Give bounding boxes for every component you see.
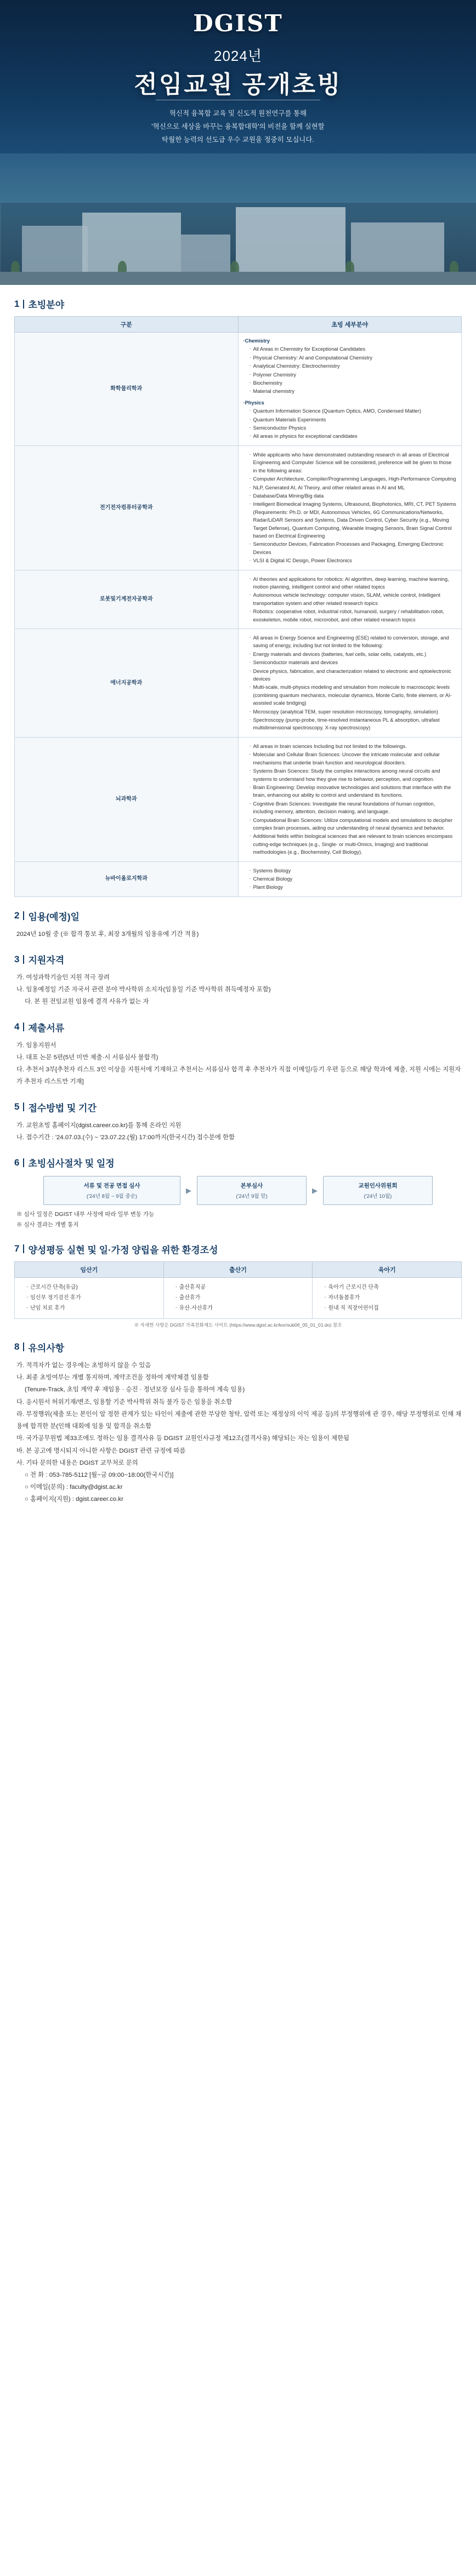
section-heading (14, 1156, 462, 1169)
field-item: · Quantum Information Science (Quantum Optics, AMO, Condensed Matter) (250, 407, 457, 415)
heading-bar-icon (23, 1103, 24, 1111)
field-item: · Plant Biology (250, 883, 457, 891)
heading-bar-icon (23, 1343, 24, 1351)
section-number: 1 (14, 298, 20, 309)
field-group-title: ·Physics (243, 399, 264, 405)
field-list (243, 451, 457, 565)
hero-subtitle-line: 탁월한 능력의 선도급 우수 교원을 정중히 모십니다. (162, 135, 314, 144)
field-item: · Cognitive Brain Sciences: Investigate the neural foundations of human cognition, including memory, attention, decision making, and language. (250, 800, 457, 816)
field-item: · Robotics: cooperative robot, industrial robot, humanoid, surgery / rehabilitation robot, exoskeleton, mobile robot, microrobot, and other related research topics (250, 608, 457, 624)
appointment-line: 2024년 10월 중 (※ 합격 통보 후, 최장 3개월의 임용유예 기간 적용) (16, 930, 199, 938)
section-title: 임용(예정)일 (28, 911, 80, 922)
section-heading (14, 1020, 462, 1034)
row-detail (238, 445, 462, 570)
heading-bar-icon (23, 1158, 24, 1167)
section-title: 제출서류 (28, 1023, 65, 1033)
notice-body (14, 1360, 462, 1506)
section-number: 7 (14, 1243, 20, 1254)
notice-line: 가. 적격자가 없는 경우에는 초빙하지 않을 수 있음 (16, 1362, 151, 1369)
heading-bar-icon (23, 911, 24, 920)
col-pregnancy: 임산기 (15, 1261, 164, 1277)
field-item: · Material chemistry (250, 387, 457, 395)
row-category: 로봇및기계전자공학과 (15, 570, 239, 629)
section-documents (0, 1020, 476, 1088)
hero-banner (0, 0, 476, 285)
notice-line: 바. 본 공고에 명시되지 아니한 사항은 DGIST 관련 규정에 따름 (16, 1447, 186, 1454)
section-submission (0, 1100, 476, 1144)
process-step-2 (197, 1176, 307, 1205)
heading-bar-icon (23, 1244, 24, 1253)
hero-subtitle-line: '혁신으로 세상을 바꾸는 융복합대학'의 비전을 함께 실현할 (151, 122, 325, 130)
field-list (243, 742, 457, 856)
row-category: 화학물리학과 (15, 333, 239, 446)
row-category: 전기전자컴퓨터공학과 (15, 445, 239, 570)
field-item: · Analytical Chemistry: Electrochemistry (250, 362, 457, 370)
building-shape (236, 207, 345, 273)
process-step-title: 본부심사 (240, 1183, 263, 1190)
qualification-line: 나. 임용예정일 기준 자국서 관련 분야 박사학위 소지자(임용일 기준 박사학위 취득예정자 포함) (16, 986, 271, 993)
field-group (243, 337, 457, 396)
field-item: · Computer Architecture, Compiler/Programming Languages, High-Performance Computing (250, 475, 457, 483)
appointment-body (14, 928, 462, 940)
section-heading (14, 1100, 462, 1114)
row-detail (238, 861, 462, 896)
welfare-item: · 육아기 근로시간 단축 (324, 1283, 456, 1293)
welfare-source-note: ※ 자세한 사항은 DGIST 가족친화제도 사이트 (https://www.dgist.ac.kr/kor/sub06_05_01_01.do) 참조 (134, 1322, 342, 1328)
footer-spacer (0, 1506, 476, 1520)
field-item: · Semiconductor materials and devices (250, 659, 457, 666)
arrow-right-icon: ▶ (186, 1186, 191, 1195)
field-item: · All Areas in Chemistry for Exceptional Candidates (250, 345, 457, 353)
field-item: · Additional fields within biological sciences that are relevant to brain sciences encompass cutting-edge techniques (e.g., Single- or multi-Omics, Imaging) and traditional methodologies (e.g., Biochemistry, Cell Biology). (250, 832, 457, 856)
row-category: 뇌과학과 (15, 737, 239, 861)
section-heading (14, 952, 462, 966)
section-number: 8 (14, 1341, 20, 1352)
field-list (243, 345, 457, 395)
field-item: · Computational Brain Sciences: Utilize computational models and simulations to decipher complex brain processes, aiding our understanding of neural dynamics and behavior. (250, 816, 457, 832)
table-row (15, 445, 462, 570)
welfare-table (14, 1261, 462, 1319)
section-heading (14, 1340, 462, 1354)
notice-line: 나. 최종 초빙여부는 개별 통지하며, 계약조건을 정하여 계약체결 임용함 (16, 1374, 209, 1381)
hero-year: 2024년 (214, 48, 262, 64)
field-item: · Brain Engineering: Develop innovative technologies and solutions that interface with the brain, enhancing our ability to control and understand its functions. (250, 784, 457, 799)
section-number: 4 (14, 1021, 20, 1032)
process-note: ※ 심사 일정은 DGIST 내부 사정에 따라 일부 변동 가능 (16, 1211, 155, 1218)
process-note: ※ 심사 결과는 개별 통지 (16, 1221, 79, 1229)
qualification-body (14, 972, 462, 1008)
welfare-list (318, 1283, 456, 1313)
hero-title: 전임교원 공개초빙 (134, 71, 342, 98)
cell-childcare (313, 1277, 462, 1318)
fields-table (14, 316, 462, 897)
section-heading (14, 909, 462, 923)
field-item: · Systems Brain Sciences: Study the complex interactions among neural circuits and systems to understand how they give rise to behavior, perception, and cognition. (250, 767, 457, 783)
hero-subtitle (0, 107, 476, 146)
section-welfare (0, 1242, 476, 1328)
documents-line: 나. 대표 논문 5편(5년 미만 제출·시 서류심사 불합격) (16, 1054, 158, 1061)
notice-line: (Tenure-Track, 초임 계약 후 재임용 · 승진 · 정년보장 심사 등을 통하여 계속 임용) (25, 1386, 245, 1393)
notice-contact-website[interactable]: ○ 홈페이지(지원) : dgist.career.co.kr (25, 1496, 123, 1503)
welfare-item: · 난임 치료 휴가 (26, 1304, 158, 1313)
cell-birth (163, 1277, 313, 1318)
section-title: 접수방법 및 기간 (28, 1103, 97, 1113)
field-item: · All areas in physics for exceptional candidates (250, 432, 457, 440)
field-item: · All areas in Energy Science and Engineering (ESE) related to conversion, storage, and saving of energy, including but not limited to the following: (250, 634, 457, 650)
documents-line: 다. 추천서 3부[추천자 리스트 3인 이상을 지원서에 기재하고 추천서는 서류심사 합격 후 추천자가 직접 이메일/등기 우편 등으로 해당 학과에 제출, 지원 시에는 지원자가 추천자 리스트만 기재] (16, 1066, 461, 1086)
field-item: · Database/Data Mining/Big data (250, 492, 457, 500)
qualification-line: 가. 여성과학기술인 지원 적극 장려 (16, 974, 110, 981)
section-heading (14, 297, 462, 311)
dgist-logo: DGIST (193, 10, 283, 37)
field-item: · Physical Chemistry: AI and Computational Chemistry (250, 354, 457, 362)
field-list (243, 867, 457, 892)
table-row (15, 737, 462, 861)
welfare-item: · 유산·사산휴가 (175, 1304, 307, 1313)
welfare-item: · 임신부 정기검진 휴가 (26, 1293, 158, 1303)
notice-contact-email[interactable]: ○ 이메일(문의) : faculty@dgist.ac.kr (25, 1484, 123, 1491)
field-item: · Device physics, fabrication, and characterization related to electronic and optoelectronic devices (250, 667, 457, 683)
section-number: 5 (14, 1101, 20, 1112)
section-title: 양성평등 실현 및 일·가정 양립을 위한 환경조성 (28, 1244, 218, 1255)
notice-line: 사. 기타 문의한 내용은 DGIST 교무처로 문의 (16, 1459, 138, 1466)
field-list (243, 575, 457, 624)
table-header-row (15, 1261, 462, 1277)
welfare-item: · 자녀돌봄휴가 (324, 1293, 456, 1303)
field-item: · Polymer Chemistry (250, 371, 457, 379)
field-list (243, 407, 457, 441)
process-notes (14, 1209, 462, 1230)
col-detail: 초빙 세부분야 (238, 317, 462, 333)
welfare-item: · 출산휴직공 (175, 1283, 307, 1293)
welfare-item: · 출산휴가 (175, 1293, 307, 1303)
process-step-3 (323, 1176, 433, 1205)
row-detail (238, 333, 462, 446)
building-shape (22, 226, 88, 273)
section-number: 2 (14, 910, 20, 921)
table-row (15, 570, 462, 629)
heading-bar-icon (23, 955, 24, 964)
field-item: · All areas in brain sciences Including but not limited to the followings. (250, 742, 457, 750)
field-item: · Intelligent Biomedical Imaging Systems, Ultrasound, Biophotonics, MRI, CT, PET Systems (Requirements: Ph.D. or MDI, Autonomous Vehicles, 6G Communications/Networks, Radar/LiDAR Sensors and Systems, Data Driven Control, Cyber Security (e.g., Moving Target Defense), Quantum Computing, Wearable Imaging Sensors, Brain Signal Control based on Electrical Engineering (250, 500, 457, 540)
section-number: 3 (14, 953, 20, 964)
documents-line: 가. 임용지원서 (16, 1042, 56, 1049)
row-detail (238, 570, 462, 629)
arrow-right-icon: ▶ (312, 1186, 318, 1195)
welfare-item: · 근로시간 단축(유급) (26, 1283, 158, 1293)
table-row (15, 861, 462, 896)
table-row (15, 333, 462, 446)
welfare-list (20, 1283, 158, 1313)
notice-line: 다. 응시원서 허위기재/변조, 임용할 기준 박사학위 취득 불가 등은 임용을 취소함 (16, 1398, 233, 1406)
field-item: · VLSI & Digital IC Design, Power Electronics (250, 557, 457, 564)
road-shape (0, 272, 476, 285)
building-shape (351, 222, 444, 273)
table-row (15, 629, 462, 738)
section-fields (0, 297, 476, 897)
table-header-row (15, 317, 462, 333)
field-group-title: ·Chemistry (243, 338, 270, 344)
notice-contact: ○ 전 화 : 053-785-5112 [월~금 09:00~18:00(한국시간)] (25, 1472, 174, 1479)
building-shape (181, 235, 230, 273)
field-item: · Microscopy (analytical TEM, super resolution microscopy, tomography, simulation) (250, 708, 457, 716)
row-category: 뉴바이올로지학과 (15, 861, 239, 896)
field-item: · Biochemistry (250, 379, 457, 387)
field-item: · Molecular and Cellular Brain Sciences: Uncover the intricate molecular and cellular mechanisms that underlie brain function and neurological disorders. (250, 751, 457, 767)
field-item: · Semiconductor Devices, Fabrication Processes and Packaging, Emerging Electronic Devices (250, 540, 457, 556)
documents-body (14, 1039, 462, 1088)
section-title: 초빙심사절차 및 일정 (28, 1158, 115, 1169)
field-group (243, 399, 457, 441)
submission-line: 나. 접수기간 : '24.07.03.(수) ~ '23.07.22.(월) 17:00까지(한국시간) 접수분에 한함 (16, 1134, 235, 1141)
welfare-list (169, 1283, 307, 1313)
col-birth: 출산기 (163, 1261, 313, 1277)
field-item: · Quantum Materials Experiments (250, 416, 457, 424)
section-title: 지원자격 (28, 955, 65, 966)
row-category: 에너지공학과 (15, 629, 239, 738)
field-item: · Semiconductor Physics (250, 424, 457, 432)
field-item: · NLP, Generated AI, AI Theory, and other related areas in AI and ML (250, 484, 457, 492)
building-shape (82, 213, 181, 273)
submission-body (14, 1119, 462, 1144)
field-item: · Autonomous vehicle technology: computer vision, SLAM, vehicle control, Intelligent transportation system and other related research topics (250, 591, 457, 607)
section-number: 6 (14, 1157, 20, 1168)
field-item: · Energy materials and devices (batteries, fuel cells, solar cells, catalysts, etc.) (250, 650, 457, 658)
process-step-detail: ('24년 10월) (364, 1193, 392, 1200)
heading-bar-icon (23, 300, 24, 309)
field-item: · Spectroscopy (pump-probe, time-resolved instantaneous PL & absorption, ultrafast multidimensional spectroscopy, X-ray spectroscopy) (250, 716, 457, 732)
row-detail (238, 629, 462, 738)
section-title: 유의사항 (28, 1343, 65, 1353)
section-notice (0, 1340, 476, 1506)
cell-pregnancy (15, 1277, 164, 1318)
process-step-detail: ('24년 8월 ~ 9월 중순) (86, 1193, 138, 1200)
welfare-item: · 원내 직 직장어린이집 (324, 1304, 456, 1313)
notice-line: 마. 국가공무원법 제33조에도 정하는 임용 결격사유 등 DGIST 교원인사규정 제12조(결격사유) 해당되는 자는 임용이 제한됨 (16, 1435, 349, 1442)
section-process (0, 1156, 476, 1230)
section-appointment (0, 909, 476, 940)
section-title: 초빙분야 (28, 300, 65, 310)
field-item: · While applicants who have demonstrated outstanding research in all areas of Electrical Engineering and Computer Science will be considered, preference will be given to those in the following areas: (250, 451, 457, 475)
field-list (243, 634, 457, 732)
section-heading (14, 1242, 462, 1256)
process-step-detail: ('24년 9월 말) (236, 1193, 268, 1200)
field-item: · Systems Biology (250, 867, 457, 875)
col-category: 구분 (15, 317, 239, 333)
process-step-title: 서류 및 전공 면접 심사 (83, 1183, 140, 1190)
section-qualification (0, 952, 476, 1008)
table-row (15, 1277, 462, 1318)
campus-photo (0, 153, 476, 285)
field-item: · Multi-scale, multi-physics modeling and simulation from molecule to macroscopic levels (combining quantum mechanics, molecular dynamics, Monte Carlo, finite element, or AI-assisted scale bridging) (250, 683, 457, 707)
field-item: · AI theories and applications for robotics: AI algorithm, deep learning, machine learning, motion planning, intelligent control and other related topics (250, 575, 457, 591)
process-step-1 (43, 1176, 180, 1205)
process-flow (14, 1176, 462, 1205)
row-detail (238, 737, 462, 861)
submission-line: 가. 교원초빙 홈페이지(dgist.career.co.kr)를 통해 온라인 지원 (16, 1122, 182, 1129)
col-childcare: 육아기 (313, 1261, 462, 1277)
qualification-line: 다. 본 원 전임교원 임용에 결격 사유가 없는 자 (25, 998, 149, 1006)
hero-subtitle-line: 혁신적 융복합 교육 및 신도적 원천연구를 통해 (169, 110, 307, 117)
process-step-title: 교원인사위원회 (358, 1183, 398, 1190)
heading-bar-icon (23, 1023, 24, 1031)
notice-line: 라. 부정행위(제출 또는 본인이 알 정한 관계가 있는 타인이 제출에 관한 부당한 청탁, 압력 또는 재정상의 이익 제공 등)의 부정행위에 관 경우, 해당 부정행위로 인해 채용에 합격한 분(인해 대회에 임용 및 합격을 취소함 (16, 1410, 462, 1430)
field-item: · Chemical Biology (250, 875, 457, 883)
